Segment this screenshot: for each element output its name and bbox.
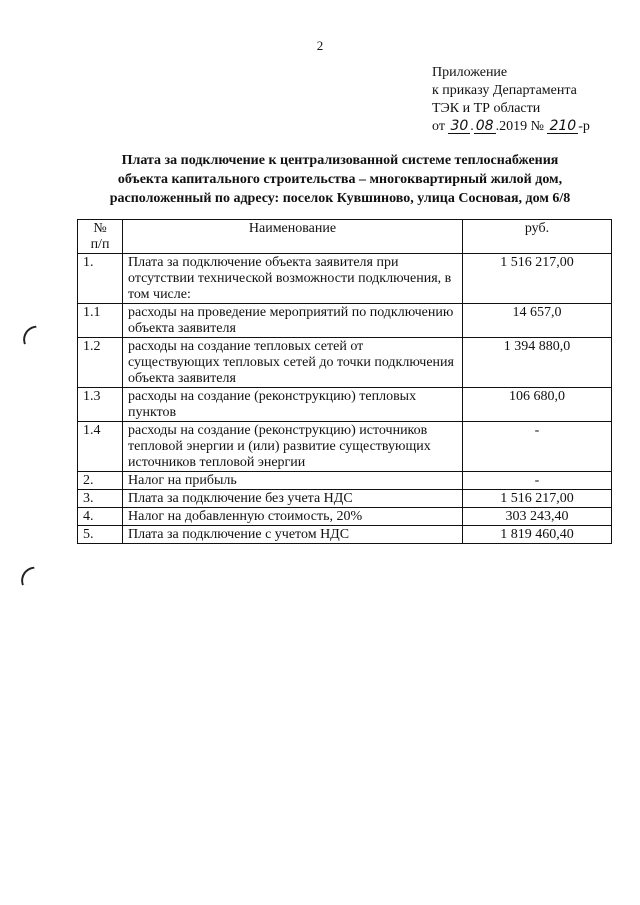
order-suffix: -р — [578, 119, 590, 134]
row-amount: - — [463, 472, 612, 490]
row-name: расходы на создание тепловых сетей от существующих тепловых сетей до точки подключения объекта заявителя — [123, 338, 463, 388]
scan-mark-icon — [19, 567, 38, 586]
header-number — [78, 220, 123, 254]
table-row — [78, 526, 612, 544]
order-number: 210 — [549, 118, 577, 134]
row-name: расходы на создание (реконструкцию) тепловых пунктов — [123, 388, 463, 422]
row-name: Плата за подключение объекта заявителя при отсутствии технической возможности подключения, в том числе: — [123, 254, 463, 304]
title-line-1: Плата за подключение к централизованной системе теплоснабжения — [121, 153, 559, 168]
row-number: 2. — [78, 472, 123, 490]
row-number: 1.1 — [78, 304, 123, 338]
row-number: 5. — [78, 526, 123, 544]
scan-mark-icon — [21, 326, 40, 345]
appendix-line-2: к приказу Департамента — [432, 83, 577, 98]
row-amount: - — [463, 422, 612, 472]
header-number-line1: № — [93, 221, 107, 236]
row-number: 1. — [78, 254, 123, 304]
row-number: 1.3 — [78, 388, 123, 422]
table-header-row — [78, 220, 612, 254]
row-name: Налог на добавленную стоимость, 20% — [123, 508, 463, 526]
page-number: 2 — [316, 38, 324, 53]
table-row — [78, 388, 612, 422]
row-amount: 1 516 217,00 — [463, 254, 612, 304]
row-amount: 303 243,40 — [463, 508, 612, 526]
table-row — [78, 422, 612, 472]
header-amount: руб. — [463, 220, 612, 254]
document-title — [60, 151, 620, 208]
row-name: расходы на создание (реконструкцию) источников тепловой энергии и (или) развитие существующих источников тепловой энергии — [123, 422, 463, 472]
title-line-3: расположенный по адресу: поселок Кувшиново, улица Сосновая, дом 6/8 — [109, 191, 571, 206]
table-row — [78, 472, 612, 490]
appendix-line-1: Приложение — [432, 65, 508, 80]
row-amount: 1 819 460,40 — [463, 526, 612, 544]
row-number: 1.2 — [78, 338, 123, 388]
fee-table — [77, 219, 612, 544]
date-prefix: от — [432, 119, 445, 134]
table-row — [78, 508, 612, 526]
appendix-date-line — [432, 118, 590, 136]
date-year: .2019 № — [495, 119, 544, 134]
row-name: Плата за подключение без учета НДС — [123, 490, 463, 508]
appendix-block — [432, 64, 590, 136]
table-row — [78, 254, 612, 304]
row-amount: 1 516 217,00 — [463, 490, 612, 508]
date-month: 08 — [475, 118, 494, 134]
row-amount: 14 657,0 — [463, 304, 612, 338]
row-number: 3. — [78, 490, 123, 508]
row-number: 1.4 — [78, 422, 123, 472]
date-day: 30 — [450, 118, 469, 134]
row-name: Налог на прибыль — [123, 472, 463, 490]
header-name: Наименование — [123, 220, 463, 254]
table-row — [78, 338, 612, 388]
table-row — [78, 490, 612, 508]
row-amount: 106 680,0 — [463, 388, 612, 422]
table-row — [78, 304, 612, 338]
date-separator: . — [470, 119, 474, 134]
row-name: расходы на проведение мероприятий по подключению объекта заявителя — [123, 304, 463, 338]
header-number-line2: п/п — [90, 237, 110, 252]
appendix-line-3: ТЭК и ТР области — [432, 101, 541, 116]
row-number: 4. — [78, 508, 123, 526]
row-name: Плата за подключение с учетом НДС — [123, 526, 463, 544]
row-amount: 1 394 880,0 — [463, 338, 612, 388]
title-line-2: объекта капитального строительства – многоквартирный жилой дом, — [117, 172, 563, 187]
